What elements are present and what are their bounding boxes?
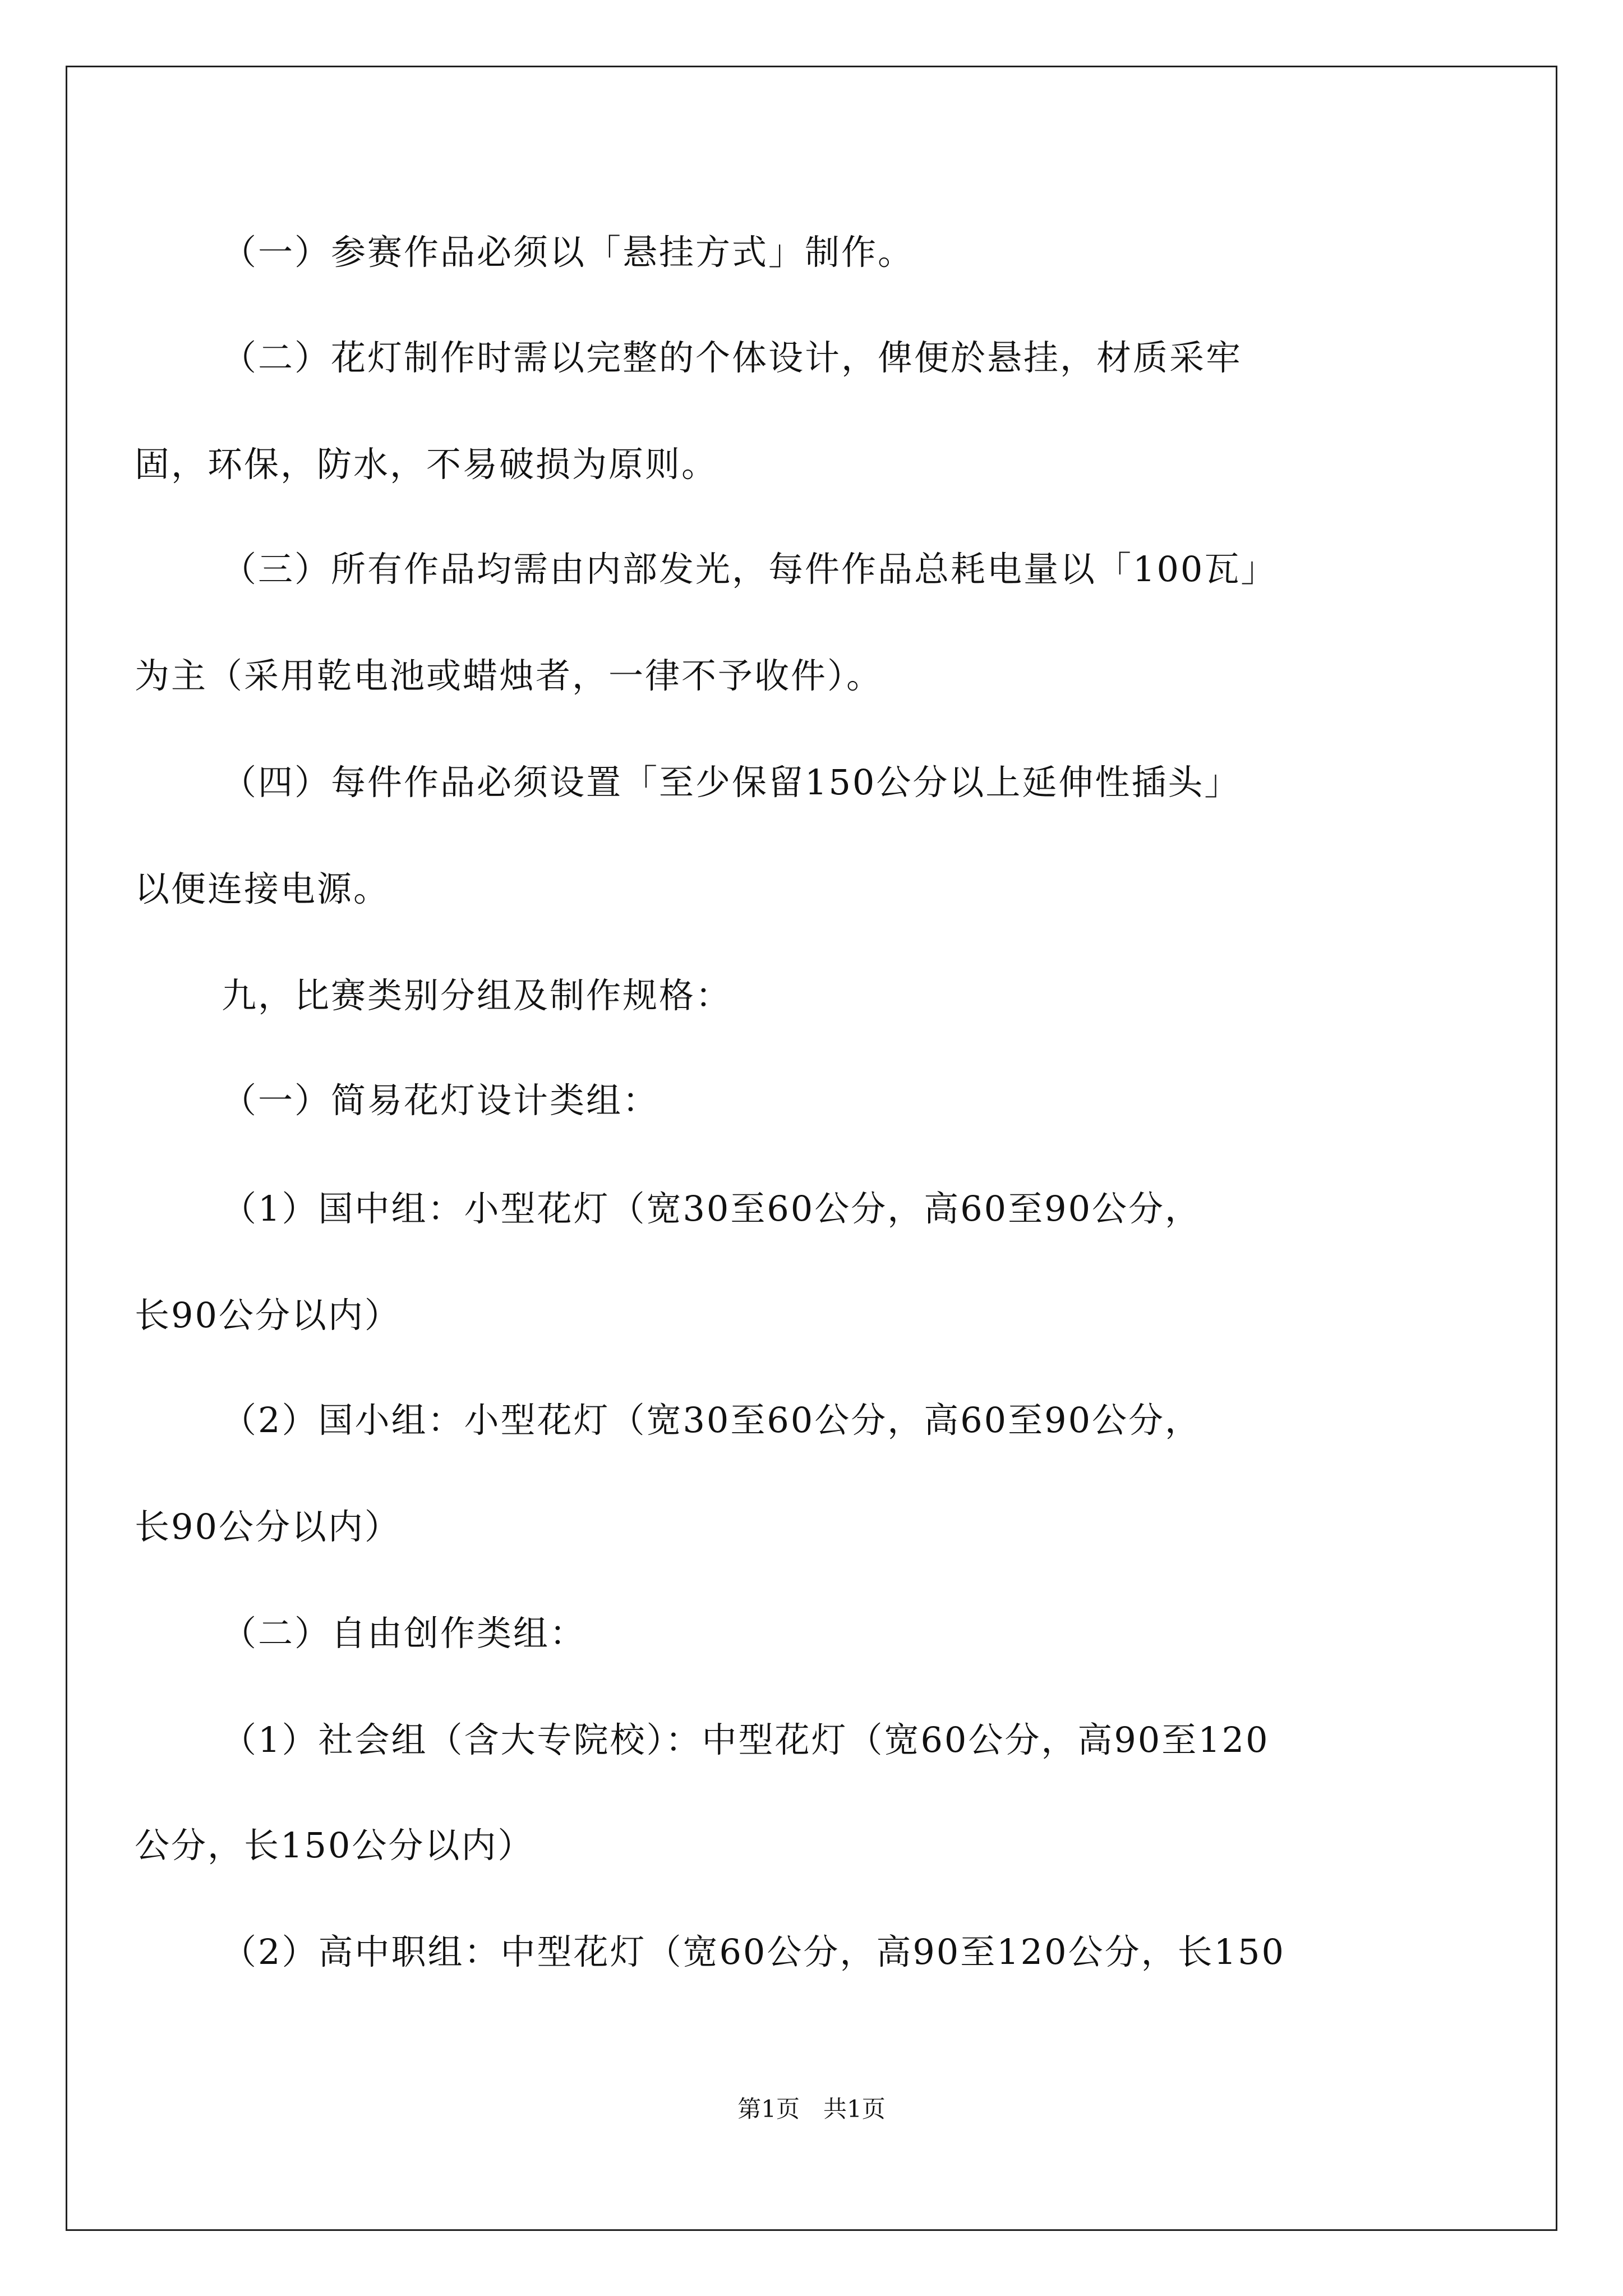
paragraph-line: （2）高中职组：中型花灯（宽60公分，高90至120公分，长150	[222, 1931, 1285, 1972]
paragraph-line: 公分，长150公分以内）	[135, 1825, 534, 1866]
paragraph-line: （一）参赛作品必须以「悬挂方式」制作。	[222, 232, 915, 273]
paragraph-line: （1）国中组：小型花灯（宽30至60公分，高60至90公分，	[222, 1188, 1202, 1229]
paragraph-line: 长90公分以内）	[135, 1506, 401, 1547]
paragraph-line: 长90公分以内）	[135, 1295, 401, 1336]
page-border	[66, 66, 1557, 2231]
paragraph-line: （二）自由创作类组：	[222, 1613, 587, 1654]
paragraph-line: （1）社会组（含大专院校）：中型花灯（宽60公分，高90至120	[222, 1719, 1270, 1760]
paragraph-line: （四）每件作品必须设置「至少保留150公分以上延伸性插头」	[222, 762, 1241, 803]
paragraph-line: （2）国小组：小型花灯（宽30至60公分，高60至90公分，	[222, 1400, 1202, 1441]
paragraph-line: （一）简易花灯设计类组：	[222, 1080, 660, 1121]
paragraph-line: 九，比赛类别分组及制作规格：	[222, 975, 732, 1016]
page-footer: 第1页 共1页	[737, 2095, 886, 2123]
paragraph-line: （三）所有作品均需由内部发光，每件作品总耗电量以「100瓦」	[222, 549, 1278, 590]
paragraph-line: （二）花灯制作时需以完整的个体设计，俾便於悬挂，材质采牢	[222, 337, 1243, 378]
paragraph-line: 固，环保，防水，不易破损为原则。	[135, 444, 718, 485]
paragraph-line: 以便连接电源。	[135, 868, 390, 909]
paragraph-line: 为主（采用乾电池或蜡烛者，一律不予收件）。	[135, 655, 883, 696]
